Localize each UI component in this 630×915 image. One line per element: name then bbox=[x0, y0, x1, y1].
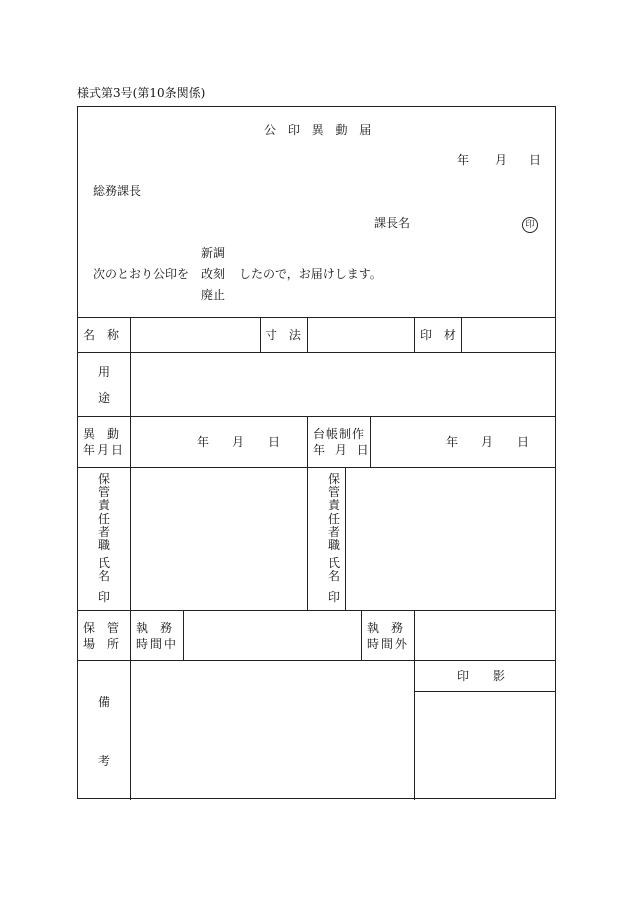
col-divider bbox=[130, 352, 131, 416]
col-divider bbox=[307, 317, 308, 352]
change-year: 年 bbox=[197, 435, 210, 449]
size-label: 寸 法 bbox=[265, 328, 305, 342]
ledger-date-label-2: 年 月 日 bbox=[313, 443, 372, 457]
use-label-2: 途 bbox=[98, 391, 111, 405]
right-custodian-seal: 印 bbox=[327, 590, 340, 604]
col-divider bbox=[260, 317, 261, 352]
form-title: 公 印 異 動 届 bbox=[264, 123, 376, 137]
option-recarve: 改刻 bbox=[201, 267, 226, 281]
col-divider bbox=[130, 416, 131, 467]
remarks-label-1: 備 bbox=[98, 695, 111, 709]
date-year: 年 bbox=[457, 153, 470, 167]
body-suffix: したので，お届けします。 bbox=[239, 267, 382, 281]
col-divider bbox=[361, 610, 362, 660]
col-divider bbox=[307, 416, 308, 467]
row-divider bbox=[78, 352, 555, 353]
during-hours-label-1: 執 務 bbox=[136, 621, 173, 635]
seal-mark: 印 bbox=[522, 217, 538, 233]
outside-hours-label-2: 時間外 bbox=[367, 637, 410, 651]
seal-impression-label: 印 影 bbox=[457, 669, 506, 683]
during-hours-label-2: 時間中 bbox=[136, 637, 179, 651]
col-divider bbox=[183, 610, 184, 660]
form-number-label: 様式第3号(第10条関係) bbox=[77, 86, 206, 100]
row-divider bbox=[78, 610, 555, 611]
change-day: 日 bbox=[268, 435, 281, 449]
change-date-label-1: 異 動 bbox=[83, 427, 120, 441]
addressee: 総務課長 bbox=[93, 184, 142, 198]
left-custodian-name: 氏名 bbox=[97, 556, 110, 584]
body-prefix: 次のとおり公印を bbox=[93, 267, 190, 281]
ledger-day: 日 bbox=[517, 435, 530, 449]
col-divider bbox=[130, 467, 131, 610]
col-divider bbox=[414, 317, 415, 352]
storage-place-label-1: 保 管 bbox=[83, 621, 120, 635]
col-divider bbox=[130, 317, 131, 352]
use-label-1: 用 bbox=[98, 365, 111, 379]
row-divider bbox=[78, 416, 555, 417]
remarks-label-2: 考 bbox=[98, 754, 111, 768]
right-custodian-title: 保管責任者職 bbox=[327, 472, 340, 553]
option-new: 新調 bbox=[201, 246, 226, 260]
impression-divider bbox=[414, 691, 555, 692]
col-divider bbox=[307, 467, 308, 610]
date-month: 月 bbox=[495, 153, 508, 167]
col-divider bbox=[370, 416, 371, 467]
col-divider bbox=[130, 660, 131, 800]
option-abolish: 廃止 bbox=[201, 288, 226, 302]
ledger-month: 月 bbox=[481, 435, 494, 449]
date-day: 日 bbox=[529, 153, 542, 167]
left-custodian-seal: 印 bbox=[97, 590, 110, 604]
right-custodian-name: 氏名 bbox=[327, 556, 340, 584]
outside-hours-label-1: 執 務 bbox=[367, 621, 404, 635]
change-month: 月 bbox=[232, 435, 245, 449]
ledger-year: 年 bbox=[446, 435, 459, 449]
row-divider bbox=[78, 660, 555, 661]
notification-form bbox=[77, 106, 556, 799]
storage-place-label-2: 場 所 bbox=[83, 637, 120, 651]
col-divider bbox=[414, 660, 415, 800]
sender-label: 課長名 bbox=[374, 216, 411, 230]
col-divider bbox=[461, 317, 462, 352]
change-date-label-2: 年月日 bbox=[83, 443, 126, 457]
row-divider bbox=[78, 467, 555, 468]
col-divider bbox=[414, 610, 415, 660]
col-divider bbox=[130, 610, 131, 660]
row-divider bbox=[78, 317, 555, 318]
name-label: 名 称 bbox=[83, 328, 120, 342]
material-label: 印 材 bbox=[420, 328, 460, 342]
col-divider bbox=[345, 467, 346, 610]
left-custodian-title: 保管責任者職 bbox=[97, 472, 110, 553]
ledger-date-label-1: 台帳制作 bbox=[313, 427, 366, 441]
